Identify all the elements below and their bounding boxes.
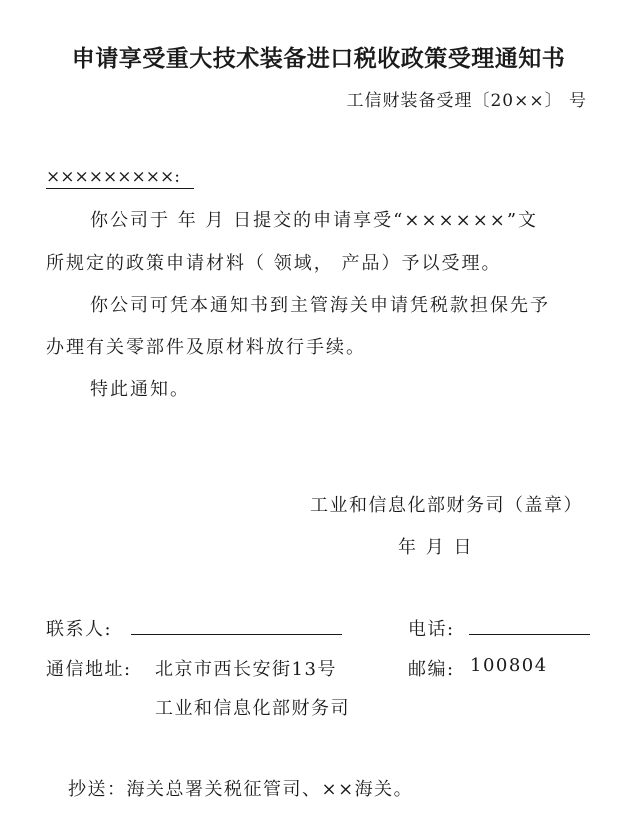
recipient-name: ×××××××××: <box>46 167 194 189</box>
document-title: 申请享受重大技术装备进口税收政策受理通知书 <box>71 46 566 72</box>
issue-date: 年 月 日 <box>398 537 474 558</box>
issuer-seal-line: 工业和信息化部财务司（盖章） <box>310 495 583 516</box>
cc-line: 抄送：海关总署关税征管司、××海关。 <box>68 779 414 800</box>
address-line-1: 北京市西长安街13号 <box>155 659 337 680</box>
paragraph-2-line-2: 办理有关零部件及原材料放行手续。 <box>46 337 366 358</box>
address-label: 通信地址: <box>46 659 132 680</box>
document-number: 工信财装备受理〔20××〕 号 <box>346 91 587 111</box>
phone-blank <box>469 634 590 635</box>
address-line-2: 工业和信息化部财务司 <box>155 698 350 719</box>
paragraph-3: 特此通知。 <box>90 379 190 400</box>
postcode-label: 邮编: <box>408 659 455 680</box>
paragraph-1-line-2: 所规定的政策申请材料（ 领域， 产品）予以受理。 <box>46 253 502 274</box>
contact-person-label: 联系人: <box>46 619 113 640</box>
paragraph-2-line-1: 你公司可凭本通知书到主管海关申请凭税款担保先予 <box>90 295 550 316</box>
paragraph-1-line-1: 你公司于 年 月 日提交的申请享受“××××××”文 <box>90 210 539 231</box>
postcode-value: 100804 <box>470 655 548 676</box>
phone-label: 电话: <box>408 619 455 640</box>
contact-person-blank <box>131 634 342 635</box>
